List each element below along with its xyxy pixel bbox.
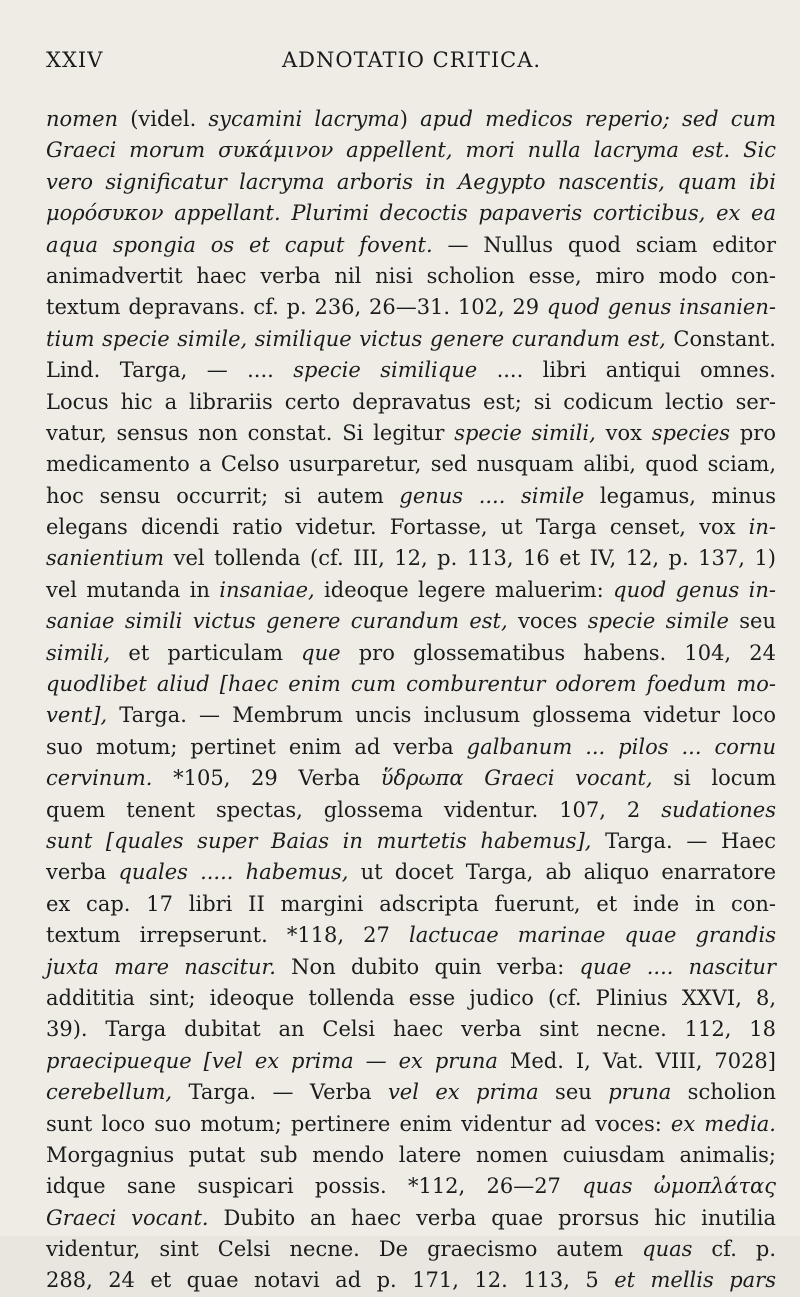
- critical-apparatus-text: [46, 104, 776, 1297]
- roman-text: Locus hic a librariis certo depravatus est; si codicum lectio ser-: [46, 389, 776, 414]
- text-line: [46, 920, 776, 951]
- text-line: [46, 324, 776, 355]
- text-line: [46, 700, 776, 731]
- roman-text: et particulam: [110, 640, 302, 665]
- roman-text: Targa. — Haec: [591, 828, 776, 853]
- text-line: [46, 983, 776, 1014]
- text-line: [46, 481, 776, 512]
- italic-text: quae .... nascitur: [579, 954, 776, 979]
- text-line: [46, 355, 776, 386]
- italic-text: specie similique: [293, 358, 478, 383]
- roman-text: Non dubito quin verba:: [275, 954, 580, 979]
- roman-text: hoc sensu occurrit; si autem: [46, 483, 400, 508]
- text-line: [46, 1014, 776, 1045]
- roman-text: ex cap. 17 libri II margini adscripta fuerunt, et inde in con-: [46, 891, 776, 916]
- roman-text: animadvertit haec verba nil nisi scholion esse, miro modo con-: [46, 263, 776, 288]
- text-line: [46, 952, 776, 983]
- italic-text: nomen: [46, 107, 119, 131]
- italic-text: apud medicos reperio; sed cum: [420, 107, 776, 131]
- text-line: [46, 1171, 776, 1202]
- italic-text: quales ..... habemus,: [118, 860, 349, 885]
- roman-text: — Nullus quod sciam editor: [432, 232, 776, 257]
- text-line: [46, 826, 776, 857]
- italic-text: vent],: [46, 703, 108, 728]
- italic-text: quas ὠμοπλάτας: [582, 1174, 777, 1199]
- italic-text: lactucae marinae quae grandis: [409, 923, 776, 948]
- roman-text: medicamento a Celso usurparetur, sed nusquam alibi, quod sciam,: [46, 452, 776, 477]
- italic-text: in-: [748, 515, 776, 540]
- roman-text: textum depravans. cf. p. 236, 26—31. 102, 29: [46, 295, 547, 320]
- italic-text: genus .... simile: [399, 483, 585, 508]
- roman-text: cf. p.: [692, 1237, 776, 1262]
- text-line: [46, 167, 776, 198]
- roman-text: suo motum; pertinet enim ad verba: [46, 734, 467, 759]
- text-line: [46, 1140, 776, 1171]
- italic-text: sanientium: [46, 546, 165, 571]
- italic-text: galbanum ... pilos ... cornu: [466, 734, 776, 759]
- text-line: [46, 606, 776, 637]
- italic-text: quodlibet aliud [haec enim cum comburentur odorem foedum mo-: [46, 672, 776, 697]
- roman-text: verba: [46, 860, 119, 885]
- roman-text: voces: [507, 609, 588, 634]
- roman-text: pro: [730, 420, 776, 445]
- roman-text: Constant.: [665, 326, 776, 351]
- italic-text: ὕδρωπα Graeci vocant,: [380, 766, 653, 791]
- text-line: [46, 418, 776, 449]
- italic-text: quod genus in-: [613, 577, 776, 602]
- roman-text: vox: [595, 420, 652, 445]
- roman-text: Targa. — Verba: [172, 1080, 388, 1105]
- italic-text: Graeci morum συκάμινον appellent, mori nulla lacryma est. Sic: [46, 138, 776, 163]
- roman-text: seu: [538, 1080, 609, 1105]
- italic-text: ex media.: [670, 1111, 776, 1136]
- roman-text: vel mutanda in: [46, 577, 220, 602]
- text-line: [46, 261, 776, 292]
- italic-text: insaniae,: [219, 577, 315, 602]
- text-line: [46, 198, 776, 229]
- italic-text: specie simile: [587, 609, 729, 634]
- roman-text: addititia sint; ideoque tollenda esse judico (cf. Plinius XXVI, 8,: [46, 985, 776, 1010]
- roman-text: si locum: [652, 766, 776, 791]
- text-line: [46, 230, 776, 261]
- roman-text: 39). Targa dubitat an Celsi haec verba sint necne. 112, 18: [46, 1017, 776, 1042]
- italic-text: specie simili,: [454, 420, 596, 445]
- running-title: ADNOTATIO CRITICA.: [282, 48, 542, 72]
- text-line: [46, 575, 776, 606]
- page-header: [46, 48, 776, 78]
- text-line: [46, 1109, 776, 1140]
- italic-text: sudationes: [661, 797, 776, 822]
- roman-text: seu: [728, 609, 776, 634]
- text-line: [46, 669, 776, 700]
- italic-text: saniae simili victus genere curandum est,: [46, 609, 508, 634]
- italic-text: que: [301, 640, 341, 665]
- italic-text: vero significatur lacryma arboris in Aegypto nascentis, quam ibi: [46, 169, 776, 194]
- italic-text: cervinum.: [46, 766, 153, 791]
- text-line: [46, 387, 776, 418]
- italic-text: juxta mare nascitur.: [46, 954, 276, 979]
- roman-text: pro glossematibus habens. 104, 24: [340, 640, 776, 665]
- roman-text: sunt loco suo motum; pertinere enim videntur ad voces:: [46, 1111, 671, 1136]
- text-line: [46, 1203, 776, 1234]
- text-line: [46, 1234, 776, 1265]
- roman-text: Targa. — Membrum uncis inclusum glossema videtur loco: [107, 703, 776, 728]
- italic-text: pruna: [608, 1080, 672, 1105]
- roman-text: Dubito an haec verba quae prorsus hic inutilia: [208, 1205, 776, 1230]
- italic-text: sycamini lacryma: [208, 107, 400, 131]
- roman-text: textum irrepserunt. *118, 27: [46, 923, 409, 948]
- roman-text: videntur, sint Celsi necne. De graecismo autem: [46, 1237, 643, 1262]
- roman-text: quem tenent spectas, glossema videntur. 107, 2: [46, 797, 662, 822]
- italic-text: μορόσυκον appellant. Plurimi decoctis papaveris corticibus, ex ea: [46, 201, 776, 226]
- page-number: XXIV: [46, 48, 104, 72]
- italic-text: tium specie simile, similique victus genere curandum est,: [46, 326, 666, 351]
- roman-text: Lind. Targa, — ....: [46, 358, 294, 383]
- italic-text: quod genus insanien-: [546, 295, 776, 320]
- text-line: [46, 292, 776, 323]
- text-line: [46, 512, 776, 543]
- text-line: [46, 104, 776, 135]
- roman-text: vel tollenda (cf. III, 12, p. 113, 16 et IV, 12, p. 137, 1): [164, 546, 776, 571]
- text-line: [46, 449, 776, 480]
- italic-text: Graeci vocant.: [46, 1205, 209, 1230]
- roman-text: .... libri antiqui omnes.: [477, 358, 776, 383]
- roman-text: ): [399, 107, 421, 131]
- roman-text: scholion: [671, 1080, 776, 1105]
- text-line: [46, 889, 776, 920]
- text-line: [46, 857, 776, 888]
- roman-text: idque sane suspicari possis. *112, 26—27: [46, 1174, 583, 1199]
- text-line: [46, 1077, 776, 1108]
- roman-text: Morgagnius putat sub mendo latere nomen cuiusdam animalis;: [46, 1142, 776, 1167]
- roman-text: elegans dicendi ratio videtur. Fortasse, ut Targa censet, vox: [46, 515, 749, 540]
- roman-text: vatur, sensus non constat. Si legitur: [46, 420, 455, 445]
- italic-text: et mellis pars: [614, 1268, 776, 1293]
- italic-text: sunt [quales super Baias in murtetis habemus],: [46, 828, 592, 853]
- text-line: [46, 763, 776, 794]
- roman-text: legamus, minus: [584, 483, 777, 508]
- italic-text: vel ex prima: [387, 1080, 539, 1105]
- roman-text: ut docet Targa, ab aliquo enarratore: [348, 860, 776, 885]
- italic-text: praecipueque [vel ex prima — ex pruna: [46, 1048, 498, 1073]
- text-line: [46, 795, 776, 826]
- italic-text: species: [651, 420, 731, 445]
- italic-text: cerebellum,: [46, 1080, 173, 1105]
- italic-text: simili,: [46, 640, 111, 665]
- text-line: [46, 732, 776, 763]
- roman-text: ideoque legere maluerim:: [314, 577, 614, 602]
- text-line: [46, 1046, 776, 1077]
- text-line: [46, 638, 776, 669]
- italic-text: aqua spongia os et caput fovent.: [46, 232, 433, 257]
- roman-text: 288, 24 et quae notavi ad p. 171, 12. 113, 5: [46, 1268, 615, 1293]
- text-line: [46, 1265, 776, 1296]
- roman-text: Med. I, Vat. VIII, 7028]: [497, 1048, 776, 1073]
- roman-text: *105, 29 Verba: [152, 766, 381, 791]
- roman-text: (videl.: [118, 107, 209, 131]
- italic-text: quas: [642, 1237, 693, 1262]
- text-line: [46, 543, 776, 574]
- text-line: [46, 135, 776, 166]
